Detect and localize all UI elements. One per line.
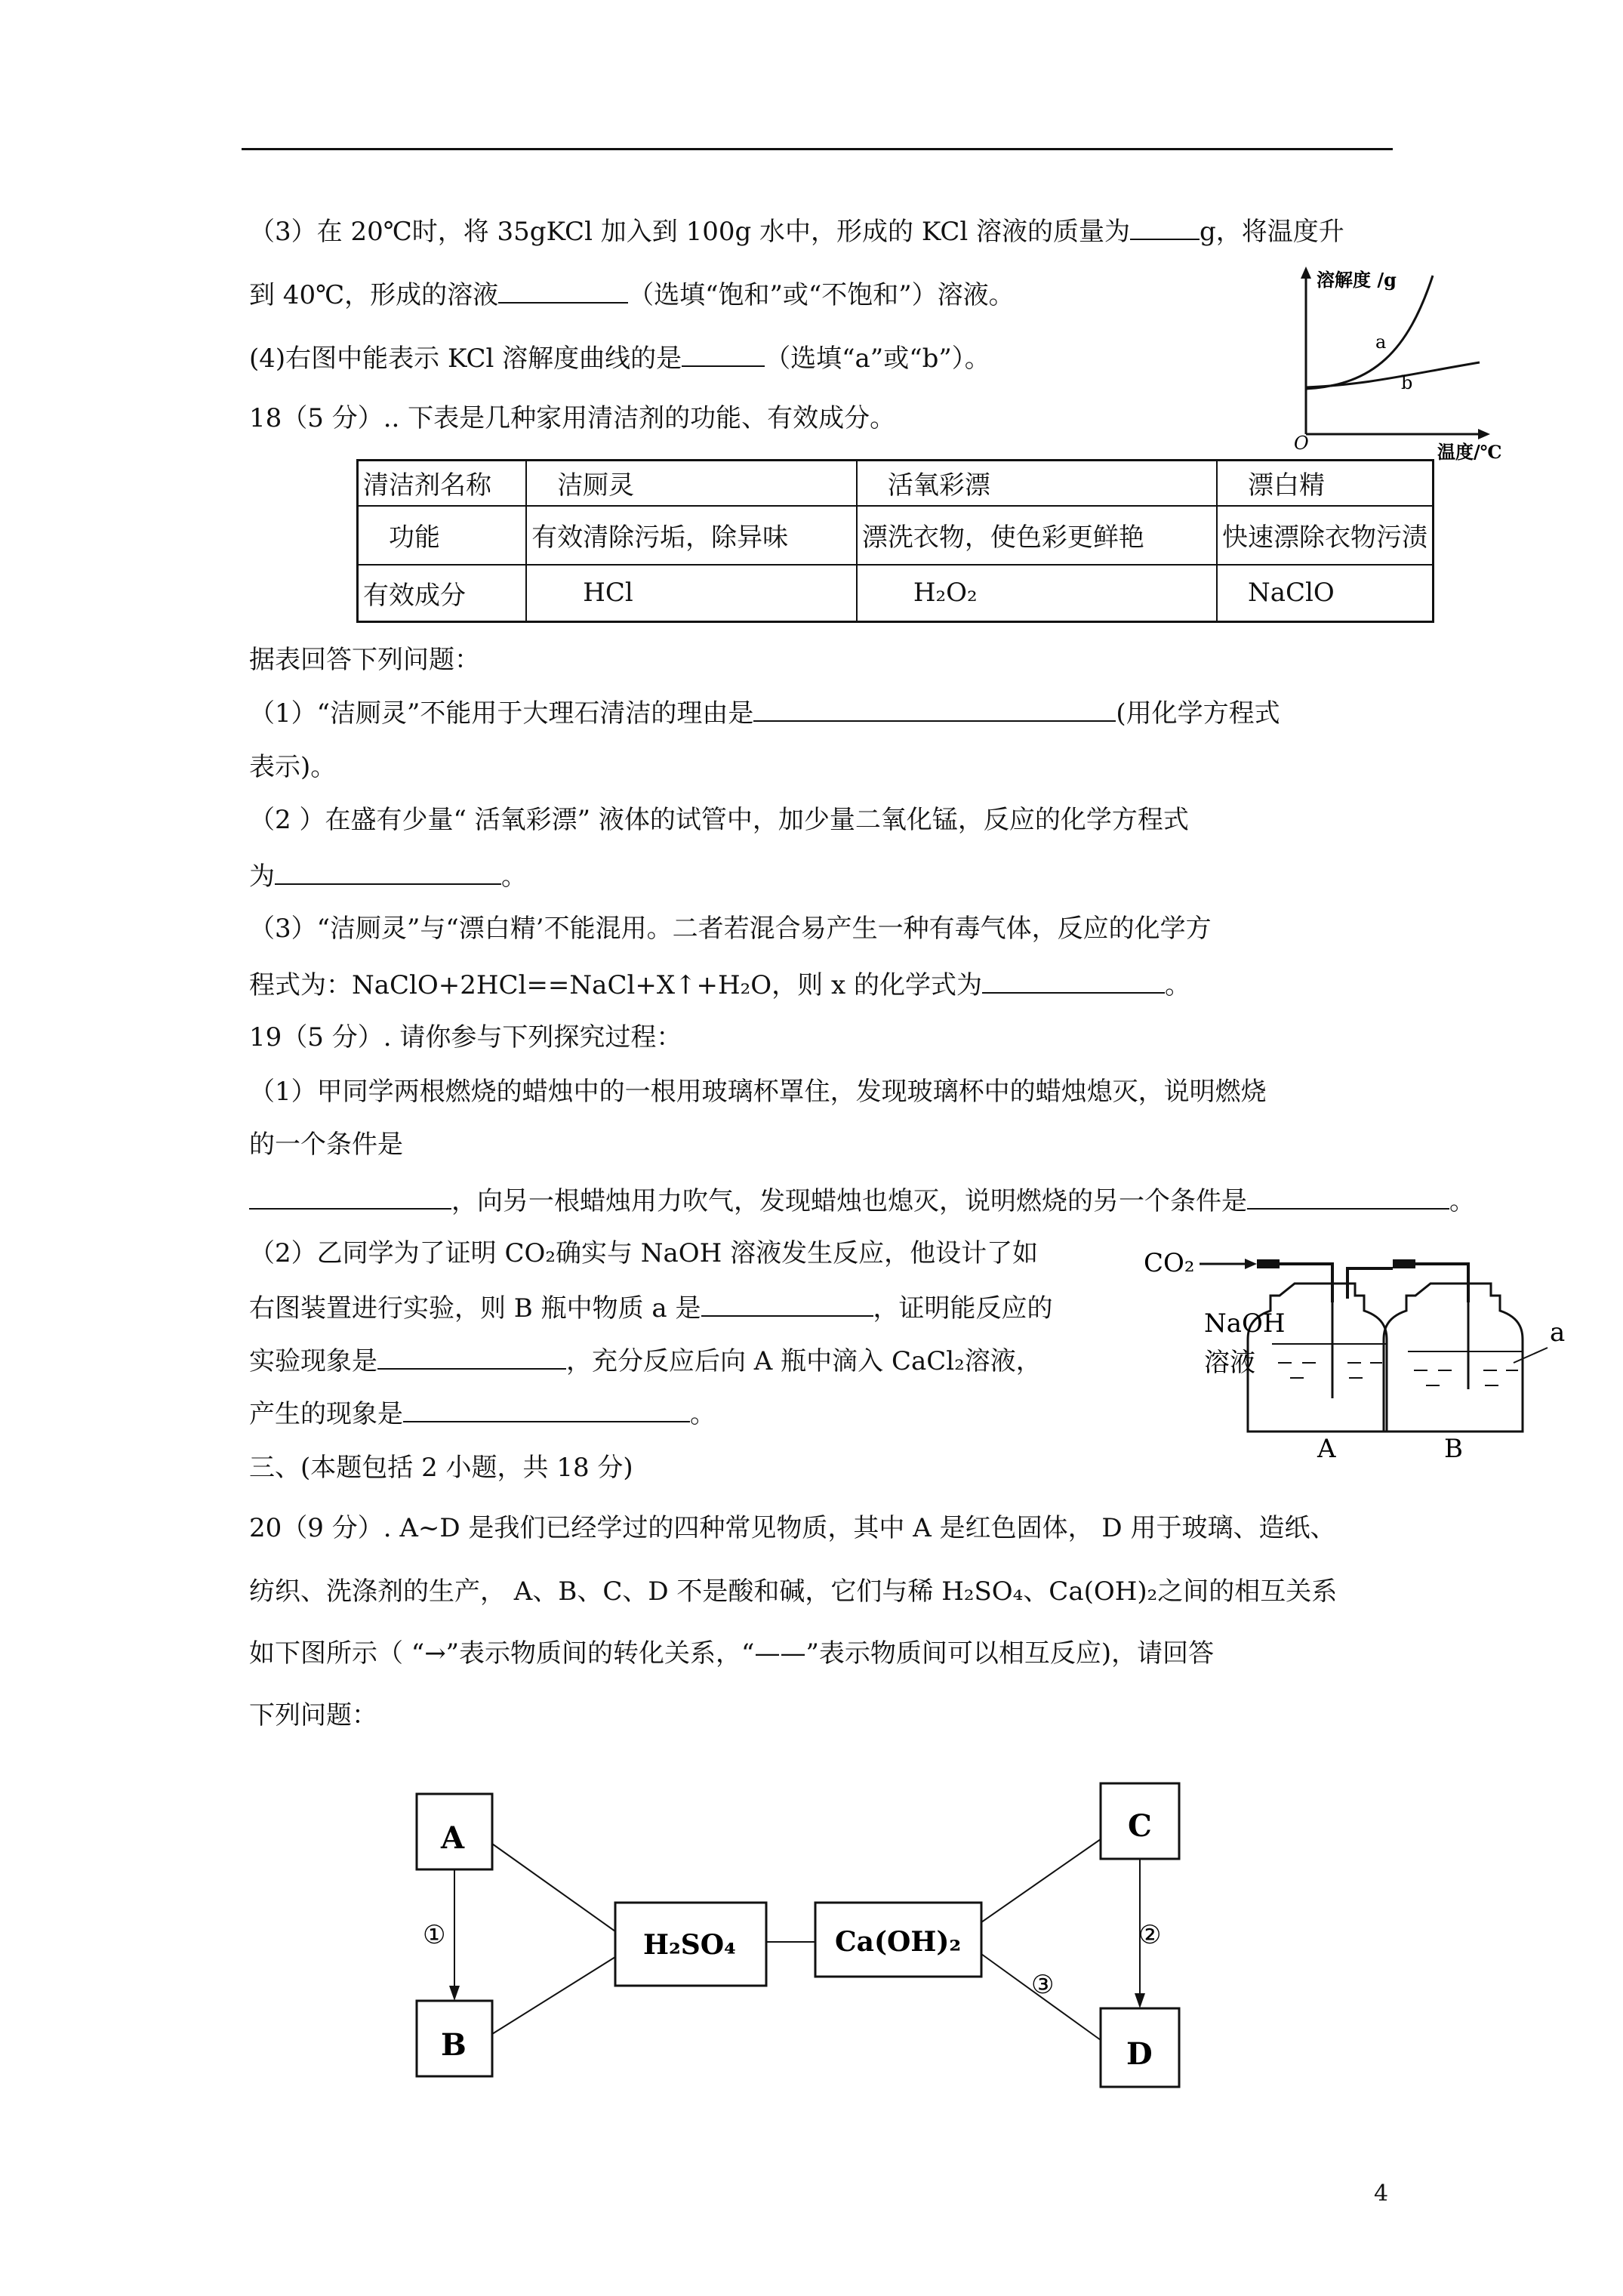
- bottle-b-label: B: [1444, 1434, 1463, 1464]
- q19-header: 19（5 分）. 请你参与下列探究过程：: [249, 1022, 682, 1052]
- q18-intro: 据表回答下列问题：: [249, 645, 480, 675]
- co2-label: CO₂: [1144, 1248, 1195, 1278]
- answer-blank[interactable]: [403, 1397, 690, 1422]
- answer-blank[interactable]: [249, 1184, 451, 1210]
- table-cell: 活氧彩漂: [857, 461, 1217, 506]
- table-cell: HCl: [526, 565, 857, 622]
- label-a: A: [441, 1820, 465, 1856]
- table-cell: 有效成分: [358, 565, 527, 622]
- table-cell: NaClO: [1217, 565, 1434, 622]
- answer-blank[interactable]: [701, 1291, 873, 1317]
- table-cell: 清洁剂名称: [358, 461, 527, 506]
- bottle-a-label: A: [1317, 1434, 1336, 1464]
- answer-blank[interactable]: [753, 696, 1116, 722]
- reaction-3: ③: [1031, 1970, 1055, 2000]
- label-caoh2: Ca(OH)₂: [835, 1926, 962, 1958]
- solution-label: 溶液: [1204, 1348, 1255, 1378]
- relation-diagram: [408, 1782, 1193, 2099]
- q20-line1: 20（9 分）. A~D 是我们已经学过的四种常见物质，其中 A 是红色固体， D 用于玻璃、造纸、: [249, 1513, 1336, 1543]
- curve-a-label: a: [1375, 331, 1387, 353]
- q19-part1-line1: （1）甲同学两根燃烧的蜡烛中的一根用玻璃杯罩住，发现玻璃杯中的蜡烛熄灭，说明燃烧: [249, 1077, 1267, 1107]
- answer-blank[interactable]: [1247, 1184, 1449, 1210]
- q18-part2-line2: 为 。: [249, 859, 527, 892]
- graph-origin: O: [1294, 433, 1309, 454]
- table-cell: 漂洗衣物，使色彩更鲜艳: [857, 506, 1217, 565]
- q18-part2-line1: （2 ）在盛有少量“ 活氧彩漂” 液体的试管中，加少量二氧化锰，反应的化学方程式: [249, 805, 1189, 835]
- q18-header: 18（5 分）.. 下表是几种家用清洁剂的功能、有效成分。: [249, 403, 896, 433]
- q19-part1-line3: ，向另一根蜡烛用力吹气，发现蜡烛也熄灭，说明燃烧的另一个条件是 。: [249, 1184, 1475, 1216]
- label-h2so4: H₂SO₄: [643, 1929, 736, 1961]
- answer-blank[interactable]: [377, 1344, 566, 1370]
- answer-blank[interactable]: [982, 968, 1165, 994]
- q20-line3: 如下图所示（ “→”表示物质间的转化关系，“——”表示物质间可以相互反应)，请回答: [249, 1638, 1215, 1669]
- q19-part1-line2: 的一个条件是: [249, 1130, 403, 1160]
- label-c: C: [1128, 1808, 1152, 1844]
- table-cell: 功能: [358, 506, 527, 565]
- table-cell: 有效清除污垢，除异味: [526, 506, 857, 565]
- q18-part1-line2: 表示)。: [249, 752, 337, 782]
- graph-ylabel: 溶解度 /g: [1317, 269, 1397, 291]
- reaction-1: ①: [423, 1920, 446, 1950]
- reaction-2: ②: [1138, 1920, 1162, 1950]
- table-cell: 快速漂除衣物污渍: [1217, 506, 1434, 565]
- graph-xlabel: 温度/℃: [1437, 441, 1502, 463]
- answer-blank[interactable]: [498, 278, 628, 304]
- q18-part3-line2: 程式为：NaClO+2HCl==NaCl+X↑+H₂O，则 x 的化学式为 。: [249, 968, 1190, 1000]
- label-b: B: [441, 2027, 467, 2063]
- naoh-label: NaOH: [1204, 1308, 1286, 1339]
- table-cell: H₂O₂: [857, 565, 1217, 622]
- q17-part4: (4)右图中能表示 KCl 溶解度曲线的是 （选填“a”或“b”）。: [249, 341, 990, 374]
- solubility-graph: [1283, 260, 1502, 464]
- q20-line2: 纺织、洗涤剂的生产， A、B、C、D 不是酸和碱，它们与稀 H₂SO₄、Ca(OH)₂之间的相互关系: [249, 1576, 1338, 1607]
- table-cell: 洁厕灵: [526, 461, 857, 506]
- q19-part2-line1: （2）乙同学为了证明 CO₂确实与 NaOH 溶液发生反应，他设计了如: [249, 1238, 1039, 1268]
- header-rule: [242, 148, 1393, 150]
- q19-part2-line4: 产生的现象是 。: [249, 1397, 716, 1429]
- q17-part3-line1: （3）在 20℃时，将 35gKCl 加入到 100g 水中，形成的 KCl 溶液的质量为 g，将温度升: [249, 214, 1344, 247]
- page-number: 4: [1374, 2180, 1389, 2207]
- cleaner-table: [356, 459, 1434, 623]
- substance-a-label: a: [1550, 1318, 1566, 1348]
- label-d: D: [1126, 2036, 1153, 2072]
- section-3-title: 三、(本题包括 2 小题，共 18 分): [249, 1453, 633, 1483]
- answer-blank[interactable]: [275, 859, 501, 885]
- answer-blank[interactable]: [1130, 214, 1200, 240]
- q19-part2-line2: 右图装置进行实验，则 B 瓶中物质 a 是 ，证明能反应的: [249, 1291, 1053, 1324]
- table-cell: 漂白精: [1217, 461, 1434, 506]
- q19-part2-line3: 实验现象是 ，充分反应后向 A 瓶中滴入 CaCl₂溶液，: [249, 1344, 1042, 1376]
- q20-line4: 下列问题：: [249, 1700, 377, 1730]
- q18-part3-line1: （3）“洁厕灵”与“漂白精’不能混用。二者若混合易产生一种有毒气体，反应的化学方: [249, 914, 1212, 944]
- answer-blank[interactable]: [682, 341, 765, 367]
- co2-apparatus: [1144, 1238, 1566, 1465]
- q18-part1-line1: （1）“洁厕灵”不能用于大理石清洁的理由是 (用化学方程式: [249, 696, 1280, 729]
- q17-part3-line2: 到 40℃，形成的溶液 （选填“饱和”或“不饱和”）溶液。: [249, 278, 1015, 310]
- curve-b-label: b: [1401, 372, 1413, 393]
